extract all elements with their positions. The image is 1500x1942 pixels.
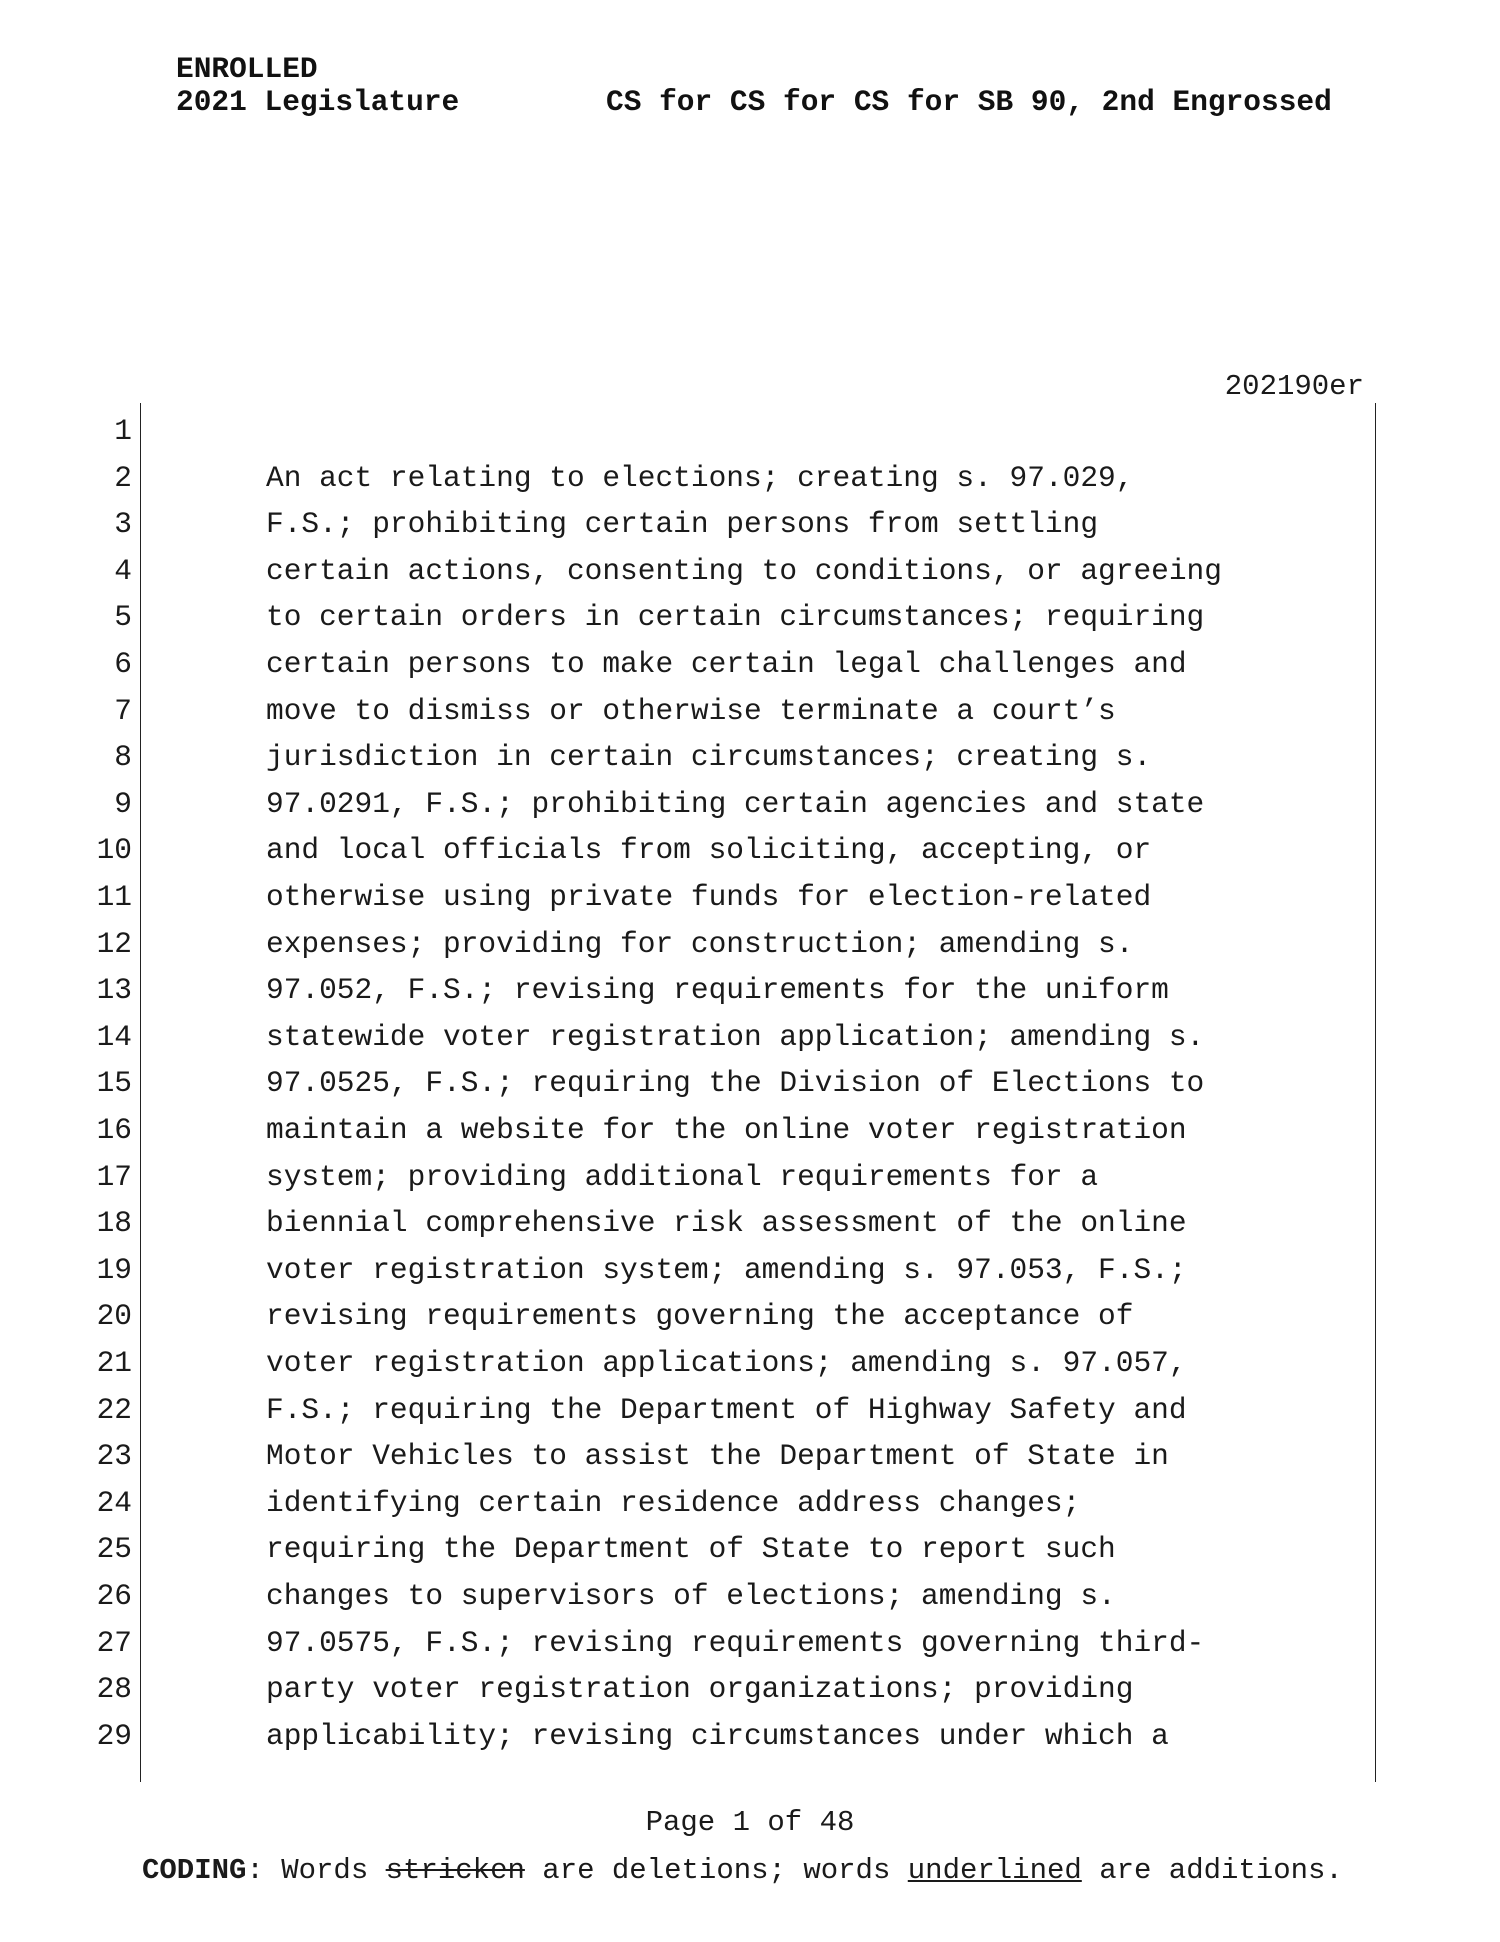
line-text: F.S.; prohibiting certain persons from settling: [266, 507, 1099, 542]
line-number: 12: [96, 926, 132, 961]
bill-title: CS for CS for CS for SB 90, 2nd Engrossed: [606, 85, 1332, 119]
underlined-example: underlined: [907, 1854, 1082, 1887]
line-number: 11: [96, 880, 132, 914]
line-text: and local officials from soliciting, accepting, or: [266, 833, 1152, 868]
coding-text-mid: are deletions; words: [524, 1854, 908, 1887]
line-text: Motor Vehicles to assist the Department of State in: [266, 1439, 1169, 1474]
bill-line: [96, 921, 1374, 967]
line-number: 10: [96, 833, 132, 868]
line-number: 15: [96, 1066, 132, 1101]
line-text: otherwise using private funds for election-related: [266, 880, 1152, 914]
document-id: 202190er: [1224, 370, 1364, 403]
line-text: 97.0575, F.S.; revising requirements governing third-: [266, 1625, 1205, 1660]
bill-line: [114, 594, 1374, 640]
bill-line: [114, 641, 1374, 687]
line-text: party voter registration organizations; providing: [266, 1672, 1134, 1707]
line-number: 13: [96, 973, 132, 1008]
bill-line: [96, 827, 1374, 873]
line-text: statewide voter registration application; amending s.: [266, 1019, 1205, 1054]
coding-label: CODING: [142, 1854, 247, 1887]
line-text: revising requirements governing the acceptance of: [266, 1299, 1134, 1334]
bill-line: [96, 1340, 1374, 1386]
bill-line: [114, 734, 1374, 780]
line-number: 29: [96, 1718, 132, 1753]
line-text: F.S.; requiring the Department of Highway Safety and: [266, 1392, 1187, 1427]
line-number: 18: [96, 1206, 132, 1241]
line-text: applicability; revising circumstances under which a: [266, 1718, 1169, 1753]
line-number: 16: [96, 1113, 132, 1147]
bill-line: [96, 1480, 1374, 1526]
line-text: system; providing additional requirements for a: [266, 1159, 1099, 1194]
bill-line: [114, 455, 1374, 501]
line-number: 9: [114, 786, 132, 821]
bill-line: [96, 1247, 1374, 1293]
line-number: 17: [96, 1159, 132, 1194]
line-number: 21: [96, 1346, 132, 1380]
line-text: changes to supervisors of elections; amending s.: [266, 1579, 1116, 1613]
bill-line: [96, 1060, 1374, 1106]
line-text: 97.052, F.S.; revising requirements for the uniform: [266, 973, 1169, 1008]
line-number: 3: [114, 507, 132, 542]
line-text: voter registration applications; amending s. 97.057,: [266, 1346, 1187, 1380]
line-number: 5: [114, 600, 132, 635]
line-text: maintain a website for the online voter registration: [266, 1113, 1187, 1147]
coding-legend: [142, 1854, 1343, 1887]
line-text: move to dismiss or otherwise terminate a court’s: [266, 693, 1116, 728]
line-text: jurisdiction in certain circumstances; creating s.: [266, 740, 1152, 775]
line-number: 23: [96, 1439, 132, 1474]
line-text: identifying certain residence address changes;: [266, 1485, 1081, 1520]
bill-line: [114, 781, 1374, 827]
enrolled-label: ENROLLED: [176, 52, 318, 86]
bill-line: [96, 1573, 1374, 1619]
line-number: 8: [114, 740, 132, 775]
bill-line: [96, 1014, 1374, 1060]
line-text: An act relating to elections; creating s. 97.029,: [266, 460, 1134, 495]
line-text: voter registration system; amending s. 97.053, F.S.;: [266, 1252, 1187, 1287]
bill-line: [96, 1620, 1374, 1666]
line-text: to certain orders in certain circumstances; requiring: [266, 600, 1205, 635]
bill-line: [114, 408, 1374, 454]
stricken-example: stricken: [385, 1854, 525, 1887]
line-text: 97.0525, F.S.; requiring the Division of Elections to: [266, 1066, 1205, 1101]
line-number: 4: [114, 553, 132, 588]
line-number: 26: [96, 1579, 132, 1613]
line-number: 24: [96, 1485, 132, 1520]
page-number: Page 1 of 48: [645, 1806, 855, 1839]
bill-line: [96, 1293, 1374, 1339]
line-number: 22: [96, 1392, 132, 1427]
bill-line: [96, 1154, 1374, 1200]
bill-line: [96, 1200, 1374, 1246]
line-text: biennial comprehensive risk assessment of the online: [266, 1206, 1187, 1241]
line-text: requiring the Department of State to report such: [266, 1532, 1116, 1567]
bill-line: [96, 1387, 1374, 1433]
bill-line: [96, 1107, 1374, 1153]
line-text: certain persons to make certain legal challenges and: [266, 647, 1187, 681]
bill-line: [96, 874, 1374, 920]
line-number: 6: [114, 647, 132, 681]
line-number: 20: [96, 1299, 132, 1334]
bill-line: [114, 548, 1374, 594]
coding-text-end: are additions.: [1081, 1854, 1343, 1887]
bill-line: [96, 1526, 1374, 1572]
bill-line: [96, 967, 1374, 1013]
session-label: 2021 Legislature: [176, 85, 460, 119]
line-text: expenses; providing for construction; amending s.: [266, 926, 1134, 961]
bill-line: [96, 1433, 1374, 1479]
bill-line: [114, 501, 1374, 547]
coding-text: : Words: [246, 1854, 386, 1887]
line-number: 14: [96, 1019, 132, 1054]
line-number: 28: [96, 1672, 132, 1707]
bill-line: [96, 1666, 1374, 1712]
line-number: 25: [96, 1532, 132, 1567]
line-number: 1: [114, 414, 132, 448]
line-number: 27: [96, 1625, 132, 1660]
line-number: 7: [114, 693, 132, 728]
line-text: certain actions, consenting to conditions, or agreeing: [266, 553, 1222, 588]
line-number: 19: [96, 1252, 132, 1287]
bill-line: [96, 1713, 1374, 1759]
line-text: 97.0291, F.S.; prohibiting certain agencies and state: [266, 786, 1205, 821]
line-number: 2: [114, 460, 132, 495]
bill-line: [114, 688, 1374, 734]
